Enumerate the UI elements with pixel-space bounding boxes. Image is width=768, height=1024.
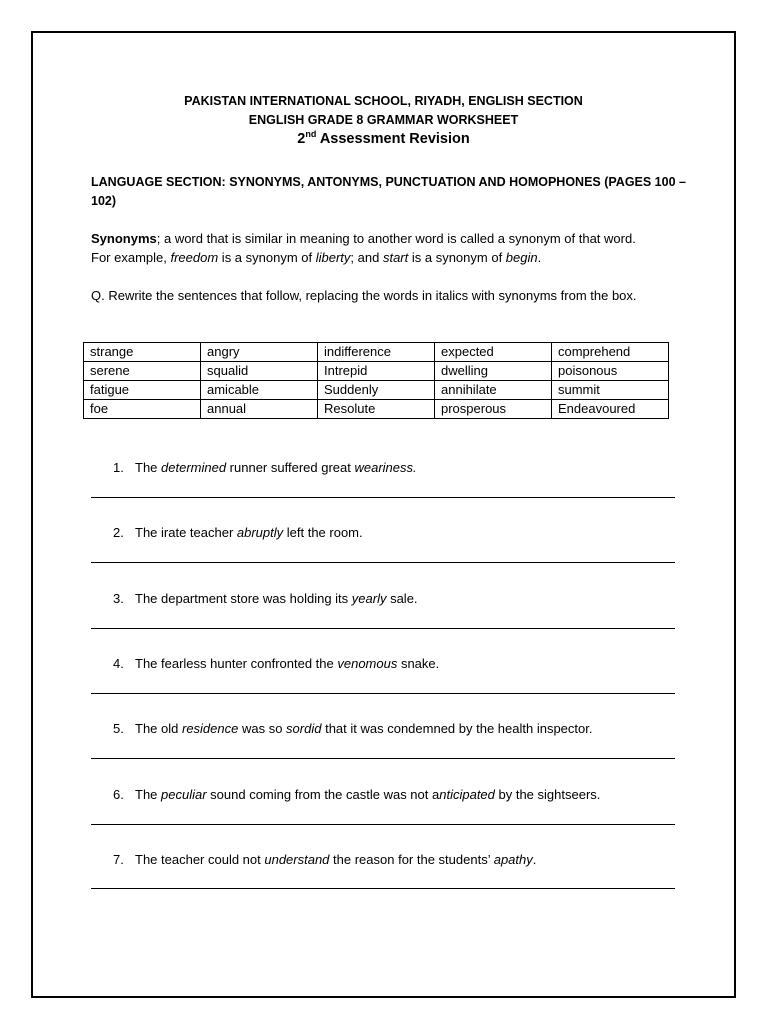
answer-line[interactable] [91,628,675,629]
word-box-row [84,362,669,381]
question-item: 3. The department store was holding its yearly sale. [113,591,418,606]
word-cell: fatigue [84,381,201,400]
answer-line[interactable] [91,888,675,889]
word-cell: dwelling [435,362,552,381]
word-cell: Endeavoured [552,400,669,419]
language-section-heading: LANGUAGE SECTION: SYNONYMS, ANTONYMS, PUNCTUATION AND HOMOPHONES (PAGES 100 – 102) [91,175,686,208]
word-cell: Resolute [318,400,435,419]
word-cell: serene [84,362,201,381]
word-cell: squalid [201,362,318,381]
word-box-row [84,343,669,362]
revision-number: 2 [297,131,306,147]
question-item: 4. The fearless hunter confronted the venomous snake. [113,656,440,671]
school-heading: PAKISTAN INTERNATIONAL SCHOOL, RIYADH, ENGLISH SECTION [184,94,583,108]
question-number: 4. [113,656,124,671]
answer-line[interactable] [91,497,675,498]
word-box-row [84,400,669,419]
answer-line[interactable] [91,693,675,694]
question-item: 7. The teacher could not understand the reason for the students’ apathy. [113,852,537,867]
word-cell: summit [552,381,669,400]
revision-heading [31,131,736,147]
question-item: 1. The determined runner suffered great weariness. [113,460,417,475]
worksheet-heading: ENGLISH GRADE 8 GRAMMAR WORKSHEET [248,113,519,127]
question-number: 3. [113,591,124,606]
question-number: 6. [113,787,124,802]
definition-term: Synonyms [91,231,157,246]
word-cell: prosperous [435,400,552,419]
word-cell: amicable [201,381,318,400]
answer-line[interactable] [91,562,675,563]
word-cell: annihilate [435,381,552,400]
word-cell: foe [84,400,201,419]
question-number: 7. [113,852,124,867]
word-cell: Suddenly [318,381,435,400]
question-number: 1. [113,460,124,475]
word-cell: poisonous [552,362,669,381]
question-item: 6. The peculiar sound coming from the castle was not anticipated by the sightseers. [113,787,601,802]
word-box-row [84,381,669,400]
word-cell: indifference [318,343,435,362]
word-cell: strange [84,343,201,362]
question-number: 5. [113,721,124,736]
word-cell: expected [435,343,552,362]
word-box [83,342,669,419]
question-item: 5. The old residence was so sordid that it was condemned by the health inspector. [113,721,593,736]
revision-superscript: nd [305,129,317,140]
word-cell: Intrepid [318,362,435,381]
answer-line[interactable] [91,758,675,759]
word-cell: comprehend [552,343,669,362]
question-number: 2. [113,525,124,540]
word-cell: annual [201,400,318,419]
question-item: 2. The irate teacher abruptly left the room. [113,525,363,540]
answer-line[interactable] [91,824,675,825]
synonym-definition: Synonyms; a word that is similar in meaning to another word is called a synonym of that word. For example, freedom is a synonym of liberty; and start is a synonym of begin. [91,231,636,265]
word-cell: angry [201,343,318,362]
instruction: Q. Rewrite the sentences that follow, replacing the words in italics with synonyms from the box. [91,288,637,303]
revision-text: Assessment Revision [316,131,470,147]
